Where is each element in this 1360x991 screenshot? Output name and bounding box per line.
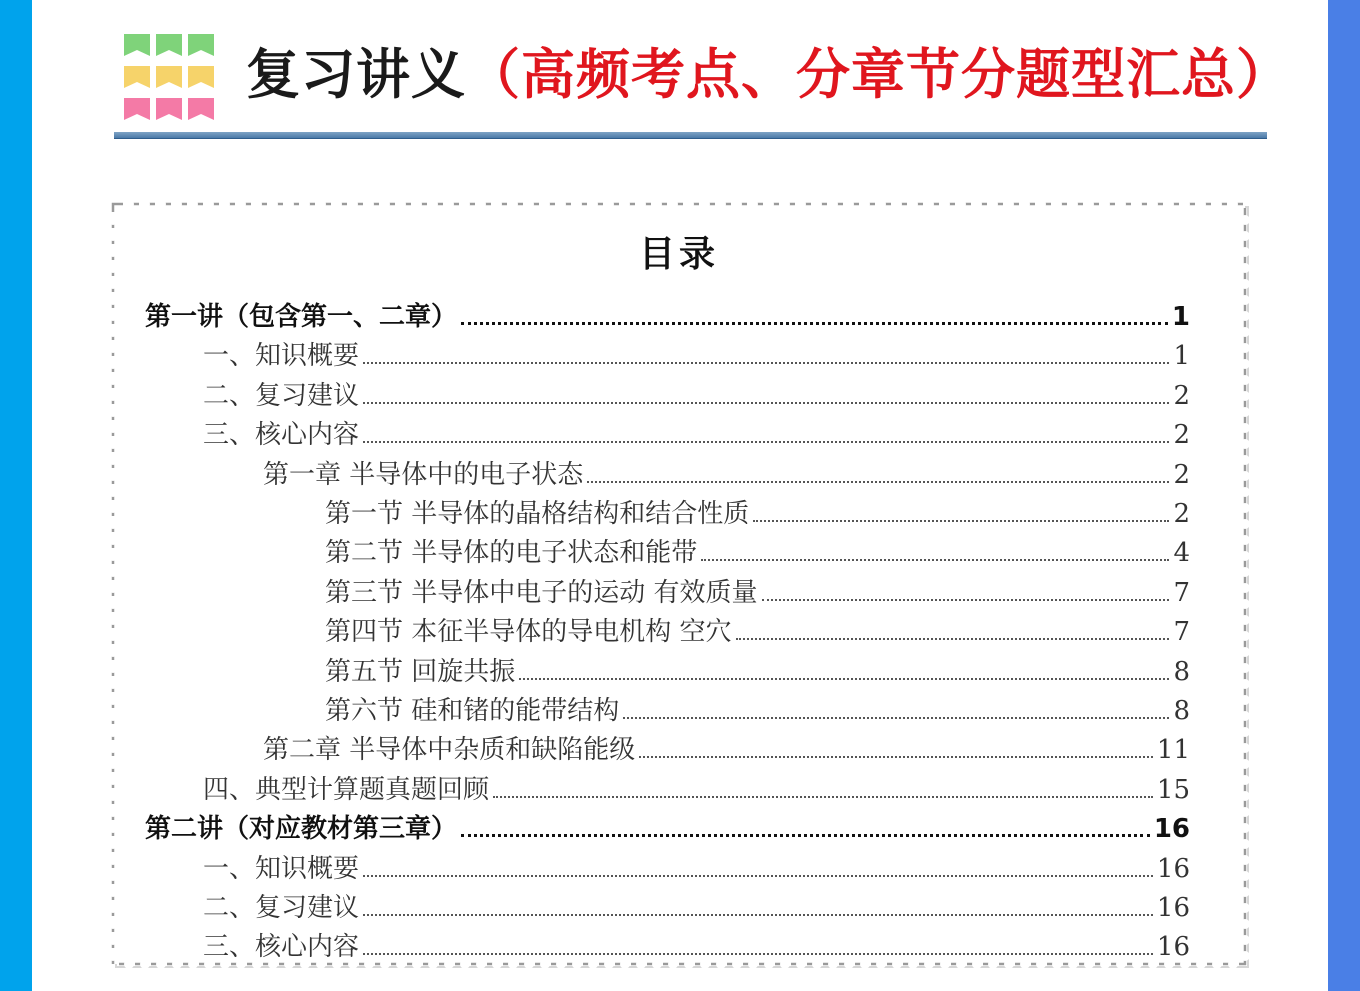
- toc-entry-page: 7: [1173, 577, 1190, 608]
- toc-leader-dots: [461, 321, 1168, 325]
- toc-leader-dots: [363, 401, 1169, 404]
- title-main: 复习讲义: [246, 43, 466, 106]
- toc-entry-page: 8: [1173, 696, 1190, 726]
- toc-heading: 目录: [638, 234, 719, 275]
- toc-entry[interactable]: [325, 568, 1190, 608]
- bunting-flags-icon: [122, 30, 218, 126]
- toc-entry[interactable]: [325, 607, 1190, 647]
- toc-leader-dots: [736, 637, 1170, 640]
- toc-entry-page: 16: [1153, 814, 1190, 845]
- toc-leader-dots: [363, 913, 1153, 916]
- toc-entry-page: 8: [1173, 656, 1190, 687]
- toc-leader-dots: [587, 480, 1169, 483]
- toc-entry-label: 第二讲（对应教材第三章）: [145, 814, 458, 845]
- toc-entry-page: 4: [1173, 538, 1190, 569]
- toc-entry-page: 7: [1173, 617, 1190, 648]
- toc-leader-dots: [363, 952, 1153, 955]
- toc-leader-dots: [363, 361, 1169, 364]
- toc-entry[interactable]: [203, 844, 1190, 884]
- toc-entry-page: 11: [1156, 735, 1190, 766]
- toc-entry-label: 一、知识概要: [203, 341, 360, 372]
- toc-leader-dots: [623, 716, 1169, 719]
- toc-leader-dots: [701, 558, 1169, 561]
- title-underline: [114, 132, 1267, 138]
- page-title: [246, 40, 1291, 110]
- toc-entry[interactable]: [203, 331, 1190, 371]
- toc-entry-page: 16: [1156, 853, 1190, 884]
- toc-entry-label: 第一讲（包含第一、二章）: [145, 302, 458, 332]
- toc-entry-label: 三、核心内容: [203, 420, 360, 451]
- toc-entry-label: 二、复习建议: [203, 893, 360, 923]
- toc-entry[interactable]: [203, 371, 1190, 411]
- toc-entry-label: 一、知识概要: [203, 853, 360, 884]
- toc-entry-label: 第二章 半导体中杂质和缺陷能级: [263, 735, 636, 766]
- toc-entry-page: 2: [1173, 499, 1190, 529]
- title-sub: （高频考点、分章节分题型汇总）: [466, 43, 1291, 106]
- toc-leader-dots: [519, 677, 1169, 680]
- toc-entry[interactable]: [325, 647, 1190, 687]
- toc-entry[interactable]: [203, 922, 1190, 962]
- toc-entry[interactable]: [203, 883, 1190, 923]
- toc-leader-dots: [363, 874, 1153, 877]
- toc-entry-label: 第一节 半导体的晶格结构和结合性质: [325, 499, 750, 529]
- toc-entry[interactable]: [325, 489, 1190, 529]
- toc-entry-label: 第六节 硅和锗的能带结构: [325, 696, 620, 726]
- document-preview: [105, 196, 1253, 972]
- toc-entry-label: 第五节 回旋共振: [325, 656, 516, 687]
- toc-entry-page: 2: [1173, 459, 1190, 490]
- toc-entry[interactable]: [203, 765, 1190, 805]
- toc-entry-page: 15: [1156, 774, 1190, 805]
- toc-leader-dots: [762, 598, 1170, 601]
- toc-entry[interactable]: [145, 292, 1190, 332]
- table-of-contents: [105, 196, 1253, 972]
- toc-entry-label: 四、典型计算题真题回顾: [203, 774, 490, 805]
- toc-entry[interactable]: [263, 725, 1190, 765]
- left-accent-bar: [0, 0, 32, 991]
- toc-leader-dots: [363, 440, 1169, 443]
- toc-leader-dots: [461, 833, 1150, 837]
- toc-leader-dots: [493, 795, 1153, 798]
- toc-entry-label: 三、核心内容: [203, 932, 360, 963]
- toc-entry-page: 2: [1173, 380, 1190, 411]
- toc-entry-label: 第四节 本征半导体的导电机构 空穴: [325, 617, 732, 648]
- toc-entry-page: 16: [1156, 932, 1190, 963]
- toc-entry-label: 第二节 半导体的电子状态和能带: [325, 538, 698, 569]
- toc-entry-page: 1: [1171, 302, 1190, 332]
- toc-entry[interactable]: [263, 450, 1190, 490]
- toc-leader-dots: [753, 519, 1169, 522]
- toc-entry[interactable]: [325, 686, 1190, 726]
- toc-entry[interactable]: [145, 804, 1190, 844]
- toc-entry[interactable]: [203, 410, 1190, 450]
- toc-entry-page: 1: [1173, 341, 1190, 372]
- toc-entry-page: 2: [1173, 420, 1190, 451]
- toc-entry[interactable]: [325, 528, 1190, 568]
- toc-entry-label: 二、复习建议: [203, 380, 360, 411]
- right-accent-bar: [1328, 0, 1360, 991]
- toc-leader-dots: [639, 755, 1153, 758]
- toc-entry-label: 第三节 半导体中电子的运动 有效质量: [325, 577, 758, 608]
- toc-entry-label: 第一章 半导体中的电子状态: [263, 459, 584, 490]
- toc-entry-page: 16: [1156, 893, 1190, 923]
